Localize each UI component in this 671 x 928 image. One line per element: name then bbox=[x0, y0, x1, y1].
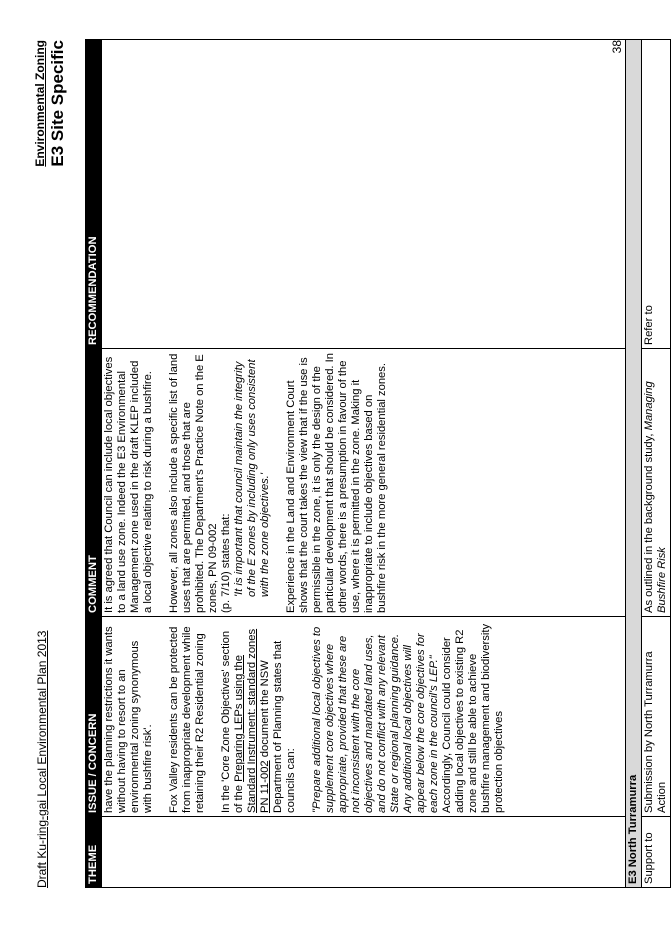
issue-paragraph: have the planning restrictions it wants without having to resort to an environmental zoning synonymous with bushfire risk'. bbox=[103, 626, 154, 813]
theme-cell bbox=[102, 817, 626, 888]
section-row bbox=[626, 40, 642, 888]
comment-paragraph: It is agreed that Council can include local objectives to a land use zone. Indeed the E3 Environmental Management zone used in the draft KLEP included a local objective relating to risk during a bushfire. bbox=[103, 356, 154, 613]
column-header-issue: ISSUE / CONCERN bbox=[86, 617, 102, 817]
recommendation-cell bbox=[102, 40, 626, 349]
page-number: 38 bbox=[610, 40, 624, 54]
document-title: Draft Ku-ring-gai Local Environmental Plan 2013 bbox=[35, 630, 49, 888]
page-heading bbox=[33, 40, 68, 167]
issue-paragraph bbox=[311, 620, 506, 813]
issue-paragraph bbox=[220, 620, 298, 813]
comment-paragraph: Experience in the Land and Environment Court shows that the court takes the view that if the use is permissible in the zone, it is only the design of the particular development that should be considered. In other words, there is a presumption in favour of the use, where it is permitted in the zone. Making it inappropriate to include objectives based on bushfire risk in the more general residential zones. bbox=[285, 353, 388, 613]
recommendation-cell: Refer to bbox=[642, 40, 671, 349]
practice-note-reference: Preparing LEPs using the Standard Instrument: standard zones PN 11-002 bbox=[233, 628, 271, 813]
issue-paragraph: Fox Valley residents can be protected from inappropriate development while retaining their R2 Residential zoning bbox=[168, 626, 206, 813]
study-title: Managing Bushfire Risk bbox=[643, 381, 668, 613]
comment-cell bbox=[642, 349, 671, 617]
comment-text: (p. 7/10) states that: bbox=[220, 513, 232, 613]
column-header-theme: THEME bbox=[86, 817, 102, 888]
column-header-comment: COMMENT bbox=[86, 349, 102, 617]
comment-text: As outlined in the background study, bbox=[643, 430, 655, 613]
issue-cell: Submission by North Turramurra Action bbox=[642, 617, 671, 817]
submissions-table bbox=[85, 39, 671, 888]
column-header-recommendation: RECOMMENDATION bbox=[86, 40, 102, 349]
table-row bbox=[642, 40, 671, 888]
issue-text: Accordingly, Council could consider adding local objectives to existing R2 zone and still be able to achieve bushfire management and biodiversity protection objectives bbox=[441, 623, 505, 813]
comment-text: However, all zones also include a specific list of land uses that are permitted, and those that are prohibited. The Department's Practice Note on the E zones, PN 09-002 bbox=[168, 353, 219, 613]
page-title: E3 Site Specific bbox=[48, 40, 67, 167]
comment-paragraph bbox=[168, 352, 233, 613]
section-label: E3 North Turramurra bbox=[626, 40, 642, 888]
issue-text: document the NSW Department of Planning states that councils can: bbox=[259, 640, 297, 813]
theme-cell: Support to bbox=[642, 817, 671, 888]
table-header-row bbox=[86, 40, 102, 888]
comment-quote: 'It is important that council maintain the integrity of the E zones by including only uses consistent with the zone objectives.' bbox=[233, 359, 271, 597]
issue-quote: "Prepare additional local objectives to supplement core objectives where appropriate, provided that these are not inconsistent with the core objectives and mandated land uses, and do not conflict with any relevant State or regional planning guidance. Any additional local objectives will appear below the core objectives for each zone in the council's LEP." bbox=[311, 626, 440, 813]
issue-text: In the 'Core Zone Objectives' section of the bbox=[220, 630, 245, 813]
table-row bbox=[102, 40, 626, 888]
section-title: Environmental Zoning bbox=[33, 40, 47, 167]
issue-cell bbox=[102, 617, 626, 817]
comment-cell bbox=[102, 349, 626, 617]
